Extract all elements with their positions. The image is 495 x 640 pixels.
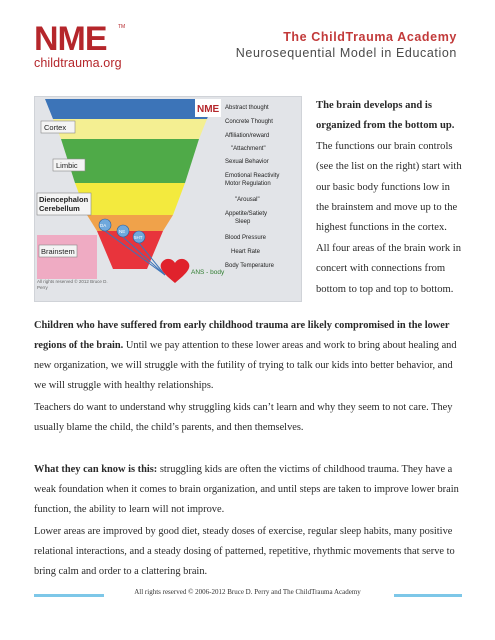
upper-band: [53, 119, 207, 139]
yellow-band: [75, 183, 185, 215]
region-label-diencephalon: Diencephalon: [39, 195, 89, 204]
footer-accent-right: [394, 594, 462, 597]
function-label: Sexual Behavior: [225, 159, 269, 165]
function-label: Body Temperature: [225, 263, 274, 269]
red-band: [97, 231, 163, 269]
logo-wordmark: NME: [34, 20, 107, 58]
paragraph-know-rest: struggling kids are often the victims of childhood trauma. They have a weak foundation when it comes to brain organization, and until steps are taken to improve lower brain function, the ability to learn will not improve.: [34, 464, 459, 515]
page-footer: [0, 588, 495, 602]
intro-text: [316, 96, 462, 300]
intro-rest: The functions our brain controls (see the list on the right) start with our basic body functions low in the brainstem and move up to the highest functions in the cortex. All four areas of the brain work in concert with connections from bottom to top and top to bottom.: [316, 140, 462, 295]
paragraph-know-bold: What they can know is this:: [34, 464, 158, 475]
function-label: Sleep: [235, 219, 251, 225]
nucleus-label-5ht: 5HT: [134, 235, 143, 240]
paragraph-trauma-bold: Children who have suffered from early childhood trauma are likely compromised in the lower regions of the brain.: [34, 320, 450, 351]
paragraph-know: [34, 460, 462, 520]
function-label: Abstract thought: [225, 105, 269, 111]
function-label: Motor Regulation: [225, 181, 271, 187]
nucleus-label-da: DA: [100, 223, 107, 228]
function-label: Concrete Thought: [225, 119, 273, 125]
header-subtitle: Neurosequential Model in Education: [235, 46, 457, 60]
cortex-band: [45, 99, 215, 119]
logo-url: childtrauma.org: [34, 56, 122, 70]
intro-bold: The brain develops and is organized from the bottom up.: [316, 100, 455, 132]
footer-copyright: All rights reserved © 2006-2012 Bruce D. Perry and The ChildTrauma Academy: [134, 588, 361, 596]
region-label-brainstem: Brainstem: [41, 247, 75, 256]
region-label-cortex: Cortex: [44, 123, 67, 132]
figure-logo: NME: [197, 104, 220, 115]
ans-label: ANS - body: [191, 269, 225, 276]
function-label: Affiliation/reward: [225, 133, 270, 139]
function-label: Heart Rate: [231, 249, 261, 255]
header-title: The ChildTrauma Academy: [283, 30, 457, 44]
paragraph-trauma: [34, 316, 462, 396]
region-label-limbic: Limbic: [56, 161, 78, 170]
nucleus-label-ne: NE: [119, 229, 126, 234]
function-label: Appetite/Satiety: [225, 211, 268, 217]
paragraph-improvement: Lower areas are improved by good diet, steady doses of exercise, regular sleep habits, many positive relational interactions, and a steady dosing of patterned, repetitive, rhythmic movements that serve to bring calm and order to a clattering brain.: [34, 526, 455, 577]
figure-copyright: All rights reserved © 2012 Bruce D. Perry: [37, 279, 108, 290]
function-label: "Arousal": [235, 197, 260, 203]
function-label: "Attachment": [231, 146, 266, 152]
nme-logo: [34, 22, 124, 70]
brain-hierarchy-figure: [34, 96, 302, 302]
logo-trademark: TM: [118, 24, 126, 30]
region-label-cerebellum: Cerebellum: [39, 204, 80, 213]
heart-icon: [161, 259, 190, 283]
function-label: Blood Pressure: [225, 235, 267, 241]
brain-diagram: [35, 97, 301, 301]
function-label: Emotional Reactivity: [225, 173, 280, 179]
paragraph-teachers: Teachers do want to understand why struggling kids can’t learn and why they seem to not care. They usually blame the child, the child’s parents, and then themselves.: [34, 402, 453, 433]
paragraph-trauma-rest: Until we pay attention to these lower areas and work to bring about healing and new organization, we will struggle with the futility of trying to talk our kids into better behavior, and we will struggle with healthy relationships.: [34, 340, 457, 391]
page-header: [236, 30, 457, 60]
